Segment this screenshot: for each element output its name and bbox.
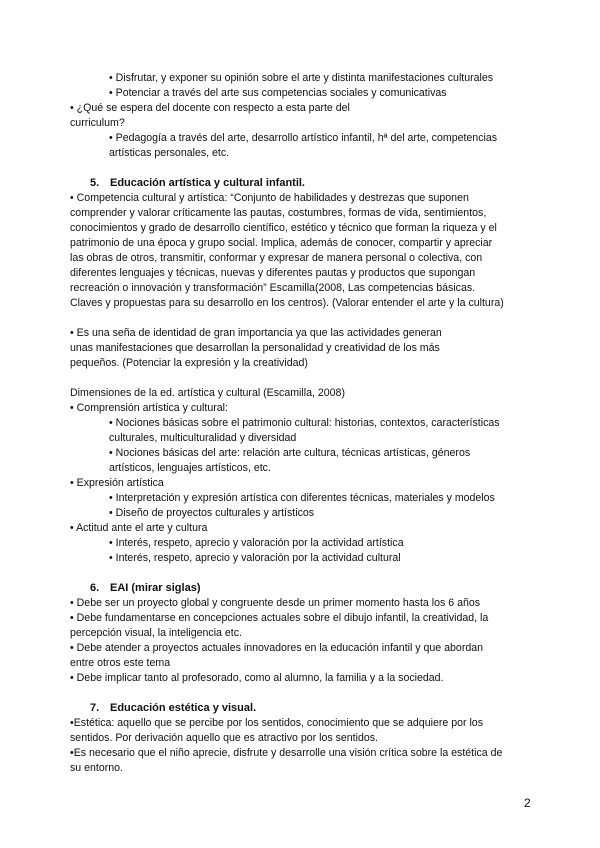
- text-line: recreación o innovación y transformación” Escamilla(2008, Las competencias básicas.: [70, 282, 476, 294]
- text-line: curriculum?: [70, 117, 125, 129]
- text-line: culturales, multiculturalidad y diversidad: [109, 432, 297, 444]
- text-line: las obras de otros, transmitir, conformar y expresar de manera personal o colectiva, con: [70, 252, 483, 264]
- text-line: • Es una seña de identidad de gran importancia ya que las actividades generan: [70, 327, 442, 339]
- section-heading: [90, 176, 305, 190]
- section-title: Educación artística y cultural infantil.: [110, 177, 305, 189]
- text-line: patrimonio de una época y grupo social. Implica, además de conocer, compartir y apreciar: [70, 237, 493, 249]
- section-title: EAI (mirar siglas): [110, 582, 201, 594]
- text-line: artísticas personales, etc.: [109, 147, 230, 159]
- text-line: • Expresión artística: [70, 477, 164, 489]
- text-line: • Interés, respeto, aprecio y valoración por la actividad cultural: [109, 552, 401, 564]
- text-line: • Diseño de proyectos culturales y artísticos: [109, 507, 315, 519]
- text-line: • ¿Qué se espera del docente con respecto a esta parte del: [70, 102, 350, 114]
- text-line: •Es necesario que el niño aprecie, disfrute y desarrolle una visión crítica sobre la estética de: [70, 747, 503, 759]
- text-line: su entorno.: [70, 762, 124, 774]
- text-line: • Interpretación y expresión artística con diferentes técnicas, materiales y modelos: [109, 492, 495, 504]
- text-line: comprender y valorar críticamente las pautas, costumbres, formas de vida, sentimientos,: [70, 207, 487, 219]
- text-line: • Actitud ante el arte y cultura: [70, 522, 208, 534]
- text-line: • Potenciar a través del arte sus competencias sociales y comunicativas: [109, 87, 447, 99]
- text-line: entre otros este tema: [70, 657, 171, 669]
- text-line: • Nociones básicas del arte: relación arte cultura, técnicas artísticas, géneros: [109, 447, 471, 459]
- section-number: 7.: [90, 702, 100, 714]
- section-number: 6.: [90, 582, 100, 594]
- text-line: Claves y propuestas para su desarrollo en los centros). (Valorar entender el arte y la cultura): [70, 297, 504, 309]
- text-line: • Pedagogía a través del arte, desarrollo artístico infantil, hª del arte, competencias: [109, 132, 498, 144]
- text-line: • Debe ser un proyecto global y congruente desde un primer momento hasta los 6 años: [70, 597, 481, 609]
- text-line: •Estética: aquello que se percibe por los sentidos, conocimiento que se adquiere por los: [70, 717, 483, 729]
- text-line: • Competencia cultural y artística: “Conjunto de habilidades y destrezas que suponen: [70, 192, 469, 204]
- text-line: pequeños. (Potenciar la expresión y la creatividad): [70, 357, 308, 369]
- text-line: percepción visual, la inteligencia etc.: [70, 627, 242, 639]
- text-line: • Debe atender a proyectos actuales innovadores en la educación infantil y que abordan: [70, 642, 484, 654]
- section-heading: [90, 581, 200, 595]
- section-number: 5.: [90, 177, 100, 189]
- text-line: • Interés, respeto, aprecio y valoración por la actividad artística: [109, 537, 404, 549]
- text-line: • Nociones básicas sobre el patrimonio cultural: historias, contextos, características: [109, 417, 500, 429]
- page-number: 2: [524, 796, 531, 810]
- section-heading: [90, 701, 256, 715]
- text-line: • Comprensión artística y cultural:: [70, 402, 228, 414]
- text-line: unas manifestaciones que desarrollan la personalidad y creatividad de los más: [70, 342, 440, 354]
- text-line: artísticos, lenguajes artísticos, etc.: [109, 462, 271, 474]
- text-line: Dimensiones de la ed. artística y cultural (Escamilla, 2008): [70, 387, 345, 399]
- text-line: sentidos. Por derivación aquello que es atractivo por los sentidos.: [70, 732, 378, 744]
- text-line: conocimientos y grado de desarrollo científico, estético y técnico que forman la riqueza y el: [70, 222, 497, 234]
- text-line: • Disfrutar, y exponer su opinión sobre el arte y distinta manifestaciones culturales: [109, 72, 494, 84]
- section-title: Educación estética y visual.: [110, 702, 257, 714]
- text-line: • Debe implicar tanto al profesorado, como al alumno, la familia y a la sociedad.: [70, 672, 444, 684]
- text-line: • Debe fundamentarse en concepciones actuales sobre el dibujo infantil, la creatividad, la: [70, 612, 489, 624]
- text-line: diferentes lenguajes y técnicas, nuevas y diferentes pautas y productos que supongan: [70, 267, 476, 279]
